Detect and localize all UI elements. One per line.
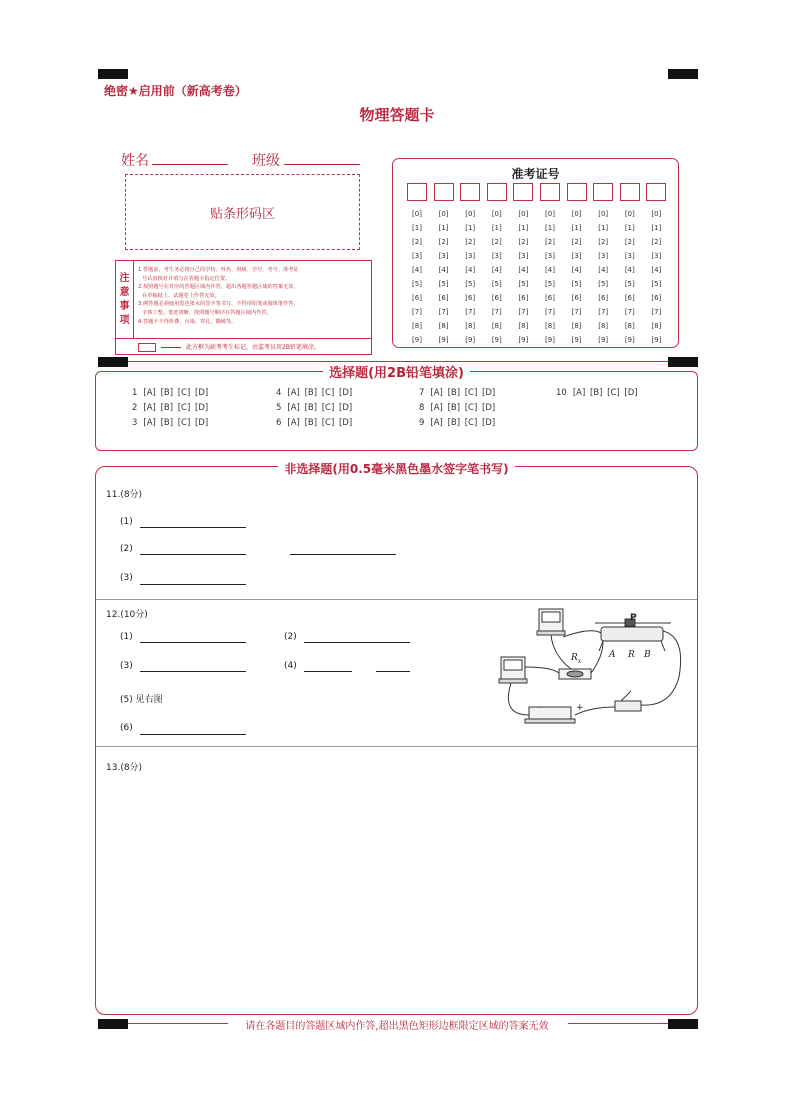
- exam-digit-bubble[interactable]: [7]: [518, 308, 529, 316]
- class-label: 班级: [252, 153, 280, 169]
- q13-answer-area[interactable]: [106, 777, 686, 1007]
- exam-digit-bubble[interactable]: [0]: [651, 210, 662, 218]
- choice-options[interactable]: [A] [B] [C] [D]: [287, 418, 353, 428]
- exam-digit-bubble[interactable]: [6]: [571, 294, 582, 302]
- notice-char: 注: [119, 272, 130, 284]
- choice-question[interactable]: [132, 418, 208, 428]
- exam-digit-column: [646, 183, 666, 347]
- confidential-label: 绝密★启用前（新高考卷）: [104, 84, 247, 98]
- choice-options[interactable]: [A] [B] [C] [D]: [287, 403, 353, 413]
- exam-digit-bubble[interactable]: [6]: [465, 294, 476, 302]
- exam-digit-column: [540, 183, 560, 347]
- q12-part-3-label: (3): [120, 661, 133, 671]
- exam-digit-bubble[interactable]: [2]: [491, 238, 502, 246]
- exam-digit-bubble[interactable]: [2]: [624, 238, 635, 246]
- exam-digit-bubble[interactable]: [4]: [438, 266, 449, 274]
- exam-digit-column: [620, 183, 640, 347]
- exam-digit-bubble[interactable]: [0]: [491, 210, 502, 218]
- exam-digit-bubble[interactable]: [3]: [518, 252, 529, 260]
- exam-digit-bubble[interactable]: [3]: [412, 252, 422, 260]
- name-field[interactable]: [152, 164, 228, 165]
- notice-line: 号认真核对并填写在答题卡指定位置。: [142, 275, 231, 282]
- exam-digit-bubble[interactable]: [4]: [491, 266, 502, 274]
- exam-digit-bubble[interactable]: [8]: [491, 322, 502, 330]
- exam-digit-bubble[interactable]: [3]: [438, 252, 449, 260]
- choice-question[interactable]: [132, 403, 208, 413]
- missing-exam-note: 此方框为缺考考生标记，由监考员用2B铅笔填涂。: [186, 344, 320, 351]
- notice-char: 项: [119, 314, 130, 326]
- choice-question-number: 6: [276, 418, 282, 428]
- class-field[interactable]: [284, 164, 360, 165]
- choice-question[interactable]: [556, 388, 638, 398]
- exam-digit-bubble[interactable]: [4]: [412, 266, 422, 274]
- exam-digit-bubble[interactable]: [0]: [545, 210, 555, 218]
- rheostat: [601, 627, 663, 641]
- name-label: 姓名: [121, 153, 149, 169]
- exam-digit-bubble[interactable]: [7]: [571, 308, 582, 316]
- notice-char: 意: [119, 286, 130, 298]
- choice-question-number: 10: [556, 388, 567, 398]
- exam-digit-column: [487, 183, 507, 347]
- exam-number-title: 准考证号: [511, 167, 560, 181]
- exam-digit-bubble[interactable]: [0]: [518, 210, 529, 218]
- exam-digit-bubble[interactable]: [0]: [412, 210, 422, 218]
- exam-digit-bubble[interactable]: [9]: [545, 336, 555, 344]
- registration-mark: [668, 69, 698, 79]
- exam-digit-bubble[interactable]: [5]: [545, 280, 555, 288]
- exam-digit-bubble[interactable]: [3]: [571, 252, 582, 260]
- exam-digit-bubble[interactable]: [8]: [465, 322, 476, 330]
- exam-digit-bubble[interactable]: [4]: [545, 266, 555, 274]
- exam-digit-bubble[interactable]: [6]: [598, 294, 609, 302]
- exam-digit-bubble[interactable]: [6]: [651, 294, 662, 302]
- section-divider: [96, 746, 697, 747]
- exam-digit-write-box[interactable]: [567, 183, 587, 201]
- exam-digit-bubble[interactable]: [5]: [465, 280, 476, 288]
- choice-question-number: 2: [132, 403, 138, 413]
- section-divider: [96, 599, 697, 600]
- exam-digit-write-box[interactable]: [487, 183, 507, 201]
- choice-title: [96, 362, 697, 381]
- exam-digit-bubble[interactable]: [2]: [598, 238, 609, 246]
- exam-digit-bubble[interactable]: [8]: [651, 322, 662, 330]
- label-r: R: [628, 650, 635, 660]
- q12-part-4-label: (4): [284, 661, 297, 671]
- choice-options[interactable]: [A] [B] [C] [D]: [143, 403, 209, 413]
- choice-section: [95, 366, 698, 451]
- exam-digit-bubble[interactable]: [9]: [571, 336, 582, 344]
- label-b: B: [644, 650, 651, 660]
- exam-digit-bubble[interactable]: [1]: [598, 224, 609, 232]
- exam-digit-bubble[interactable]: [1]: [412, 224, 422, 232]
- choice-question[interactable]: [419, 418, 495, 428]
- q11-part-3-label: (3): [120, 573, 133, 583]
- q11-part-1-label: (1): [120, 517, 133, 527]
- exam-digit-bubble[interactable]: [8]: [438, 322, 449, 330]
- q12-part-5-label: (5) 见右图: [120, 695, 163, 705]
- exam-digit-bubble[interactable]: [8]: [571, 322, 582, 330]
- exam-digit-bubble[interactable]: [2]: [518, 238, 529, 246]
- q12-part-2-label: (2): [284, 632, 297, 642]
- free-response-section: [95, 462, 698, 1015]
- barcode-area: [125, 174, 360, 250]
- exam-digit-bubble[interactable]: [5]: [518, 280, 529, 288]
- exam-digit-bubble[interactable]: [9]: [491, 336, 502, 344]
- switch: [615, 701, 641, 711]
- exam-digit-bubble[interactable]: [1]: [651, 224, 662, 232]
- notice-line: 1.答题前，考生务必将自己的学校、姓名、班级、学号、考号、准考证: [138, 267, 299, 273]
- arrow-left-icon: [161, 347, 181, 348]
- exam-digit-column: [460, 183, 480, 347]
- exam-digit-column: [407, 183, 427, 347]
- exam-digit-bubble[interactable]: [3]: [651, 252, 662, 260]
- exam-digit-bubble[interactable]: [8]: [412, 322, 422, 330]
- choice-question-number: 8: [419, 403, 425, 413]
- q11-part-2-label: (2): [120, 544, 133, 554]
- exam-digit-bubble[interactable]: [4]: [465, 266, 476, 274]
- choice-question[interactable]: [276, 418, 352, 428]
- notice-line: 4.答题卡不得折叠、污染、穿孔、撕破等。: [138, 318, 237, 325]
- choice-title-text: 选择题(用2B铅笔填涂): [323, 366, 470, 381]
- notice-box: [115, 260, 372, 355]
- exam-digit-column: [567, 183, 587, 347]
- choice-options[interactable]: [A] [B] [C] [D]: [430, 403, 496, 413]
- exam-digit-bubble[interactable]: [7]: [412, 308, 422, 316]
- question-12-header: 12.(10分): [106, 610, 148, 620]
- choice-options[interactable]: [A] [B] [C] [D]: [430, 388, 496, 398]
- q11-part-2-answer-line-b[interactable]: [290, 554, 396, 555]
- notice-char: 事: [119, 300, 130, 312]
- exam-digit-bubble[interactable]: [4]: [598, 266, 609, 274]
- notice-side-label: [116, 261, 134, 338]
- exam-digit-bubble[interactable]: [8]: [518, 322, 529, 330]
- exam-digit-bubble[interactable]: [9]: [518, 336, 529, 344]
- exam-digit-column: [434, 183, 454, 347]
- exam-digit-bubble[interactable]: [4]: [624, 266, 635, 274]
- exam-digit-bubble[interactable]: [4]: [571, 266, 582, 274]
- exam-digit-bubble[interactable]: [1]: [545, 224, 555, 232]
- exam-digit-bubble[interactable]: [4]: [651, 266, 662, 274]
- exam-digit-column: [513, 183, 533, 347]
- exam-digit-bubble[interactable]: [9]: [598, 336, 609, 344]
- exam-digit-bubble[interactable]: [2]: [465, 238, 476, 246]
- label-plus: +: [576, 703, 584, 713]
- exam-digit-bubble[interactable]: [8]: [545, 322, 555, 330]
- q12-part-2-answer-line[interactable]: [304, 642, 410, 643]
- label-p: P: [630, 613, 637, 623]
- exam-digit-bubble[interactable]: [9]: [412, 336, 422, 344]
- q12-part-6-answer-line[interactable]: [140, 734, 246, 735]
- exam-digit-bubble[interactable]: [6]: [438, 294, 449, 302]
- q12-part-1-answer-line[interactable]: [140, 642, 246, 643]
- choice-question-number: 3: [132, 418, 138, 428]
- choice-question[interactable]: [276, 388, 352, 398]
- exam-digit-bubble[interactable]: [7]: [491, 308, 502, 316]
- choice-options[interactable]: [A] [B] [C] [D]: [143, 418, 209, 428]
- exam-digit-bubble[interactable]: [2]: [412, 238, 422, 246]
- choice-question[interactable]: [419, 388, 495, 398]
- q12-part-4-answer-line-b[interactable]: [376, 671, 410, 672]
- exam-digit-bubble[interactable]: [1]: [571, 224, 582, 232]
- exam-digit-bubble[interactable]: [5]: [624, 280, 635, 288]
- exam-digit-bubble[interactable]: [2]: [438, 238, 449, 246]
- q12-part-6-label: (6): [120, 723, 133, 733]
- exam-digit-write-box[interactable]: [513, 183, 533, 201]
- exam-digit-write-box[interactable]: [593, 183, 613, 201]
- exam-digit-bubble[interactable]: [0]: [571, 210, 582, 218]
- exam-number-box: [392, 158, 679, 348]
- notice-line: 2.按照题号在对应的答题区域内作答，超出各题答题区域的答案无效，: [138, 284, 299, 291]
- choice-options[interactable]: [A] [B] [C] [D]: [143, 388, 209, 398]
- exam-digit-bubble[interactable]: [6]: [518, 294, 529, 302]
- notice-line: 在草稿纸上、试题卷上作答无效。: [142, 292, 220, 299]
- choice-question-number: 7: [419, 388, 425, 398]
- exam-digit-write-box[interactable]: [646, 183, 666, 201]
- exam-digit-bubble[interactable]: [3]: [624, 252, 635, 260]
- exam-digit-bubble[interactable]: [1]: [465, 224, 476, 232]
- q12-part-4-answer-line-a[interactable]: [304, 671, 352, 672]
- q11-part-1-answer-line[interactable]: [140, 527, 246, 528]
- exam-digit-bubble[interactable]: [2]: [545, 238, 555, 246]
- barcode-label: 贴条形码区: [209, 206, 275, 222]
- choice-question[interactable]: [132, 388, 208, 398]
- choice-options[interactable]: [A] [B] [C] [D]: [430, 418, 496, 428]
- choice-question-number: 9: [419, 418, 425, 428]
- exam-digit-bubble[interactable]: [6]: [491, 294, 502, 302]
- choice-options[interactable]: [A] [B] [C] [D]: [572, 388, 638, 398]
- exam-digit-write-box[interactable]: [460, 183, 480, 201]
- notice-line: 3.例答题必须使用黑色墨水的签字笔书写，不得用铅笔或圆珠笔作答，: [138, 301, 299, 308]
- exam-digit-bubble[interactable]: [2]: [651, 238, 662, 246]
- exam-digit-bubble[interactable]: [5]: [438, 280, 449, 288]
- exam-digit-bubble[interactable]: [1]: [518, 224, 529, 232]
- exam-digit-bubble[interactable]: [6]: [545, 294, 555, 302]
- notice-line: 字体工整、笔迹清晰，按照题号顺序在答题区域内作答。: [142, 309, 272, 316]
- exam-digit-bubble[interactable]: [5]: [491, 280, 502, 288]
- exam-digit-bubble[interactable]: [5]: [651, 280, 662, 288]
- exam-digit-bubble[interactable]: [6]: [624, 294, 635, 302]
- exam-digit-bubble[interactable]: [7]: [465, 308, 476, 316]
- q11-part-3-answer-line[interactable]: [140, 584, 246, 585]
- label-rx: [571, 653, 581, 665]
- exam-digit-bubble[interactable]: [3]: [491, 252, 502, 260]
- exam-digit-bubble[interactable]: [1]: [624, 224, 635, 232]
- label-a: A: [609, 650, 616, 660]
- exam-digit-bubble[interactable]: [9]: [465, 336, 476, 344]
- exam-digit-bubble[interactable]: [5]: [571, 280, 582, 288]
- question-11-header: 11.(8分): [106, 490, 143, 500]
- exam-digit-bubble[interactable]: [1]: [438, 224, 449, 232]
- exam-digit-write-box[interactable]: [540, 183, 560, 201]
- exam-digit-bubble[interactable]: [7]: [598, 308, 609, 316]
- exam-digit-bubble[interactable]: [7]: [545, 308, 555, 316]
- choice-question[interactable]: [276, 403, 352, 413]
- exam-digit-bubble[interactable]: [2]: [571, 238, 582, 246]
- exam-digit-bubble[interactable]: [5]: [412, 280, 422, 288]
- label-rx-main: R: [571, 653, 578, 663]
- missing-exam-checkbox[interactable]: [138, 343, 156, 352]
- exam-digit-bubble[interactable]: [0]: [624, 210, 635, 218]
- free-response-title-text: 非选择题(用0.5毫米黑色墨水签字笔书写): [278, 462, 514, 476]
- exam-digit-write-box[interactable]: [620, 183, 640, 201]
- page-title: 物理答题卡: [359, 106, 435, 124]
- exam-digit-bubble[interactable]: [7]: [438, 308, 449, 316]
- label-rx-sub: x: [577, 657, 582, 665]
- exam-digit-bubble[interactable]: [4]: [518, 266, 529, 274]
- exam-digit-bubble[interactable]: [9]: [624, 336, 635, 344]
- choice-question-number: 5: [276, 403, 282, 413]
- exam-digit-bubble[interactable]: [6]: [412, 294, 422, 302]
- exam-digit-write-box[interactable]: [407, 183, 427, 201]
- exam-digit-bubble[interactable]: [9]: [651, 336, 662, 344]
- exam-digit-bubble[interactable]: [9]: [438, 336, 449, 344]
- choice-question[interactable]: [419, 403, 495, 413]
- label-minus: −: [536, 703, 544, 713]
- exam-digit-bubble[interactable]: [3]: [465, 252, 476, 260]
- exam-digit-write-box[interactable]: [434, 183, 454, 201]
- question-13-header: 13.(8分): [106, 763, 143, 773]
- footer-note: 请在各题目的答题区域内作答,超出黑色矩形边框限定区域的答案无效: [245, 1021, 549, 1032]
- exam-digit-bubble[interactable]: [3]: [598, 252, 609, 260]
- choice-options[interactable]: [A] [B] [C] [D]: [287, 388, 353, 398]
- circuit-diagram: [491, 607, 691, 737]
- exam-digit-bubble[interactable]: [5]: [598, 280, 609, 288]
- exam-digit-bubble[interactable]: [0]: [598, 210, 609, 218]
- exam-digit-bubble[interactable]: [7]: [624, 308, 635, 316]
- exam-digit-column: [593, 183, 613, 347]
- exam-digit-bubble[interactable]: [3]: [545, 252, 555, 260]
- exam-digit-bubble[interactable]: [0]: [465, 210, 476, 218]
- exam-digit-bubble[interactable]: [8]: [624, 322, 635, 330]
- missing-exam-row: [116, 338, 371, 355]
- exam-digit-bubble[interactable]: [7]: [651, 308, 662, 316]
- q12-part-1-label: (1): [120, 632, 133, 642]
- registration-mark: [98, 69, 128, 79]
- q11-part-2-answer-line[interactable]: [140, 554, 246, 555]
- exam-digit-bubble[interactable]: [0]: [438, 210, 449, 218]
- notice-text: [138, 266, 368, 326]
- q12-part-3-answer-line[interactable]: [140, 671, 246, 672]
- choice-question-number: 1: [132, 388, 138, 398]
- free-response-title: [96, 458, 697, 477]
- choice-question-number: 4: [276, 388, 282, 398]
- exam-digit-bubble[interactable]: [8]: [598, 322, 609, 330]
- exam-digit-bubble[interactable]: [1]: [491, 224, 502, 232]
